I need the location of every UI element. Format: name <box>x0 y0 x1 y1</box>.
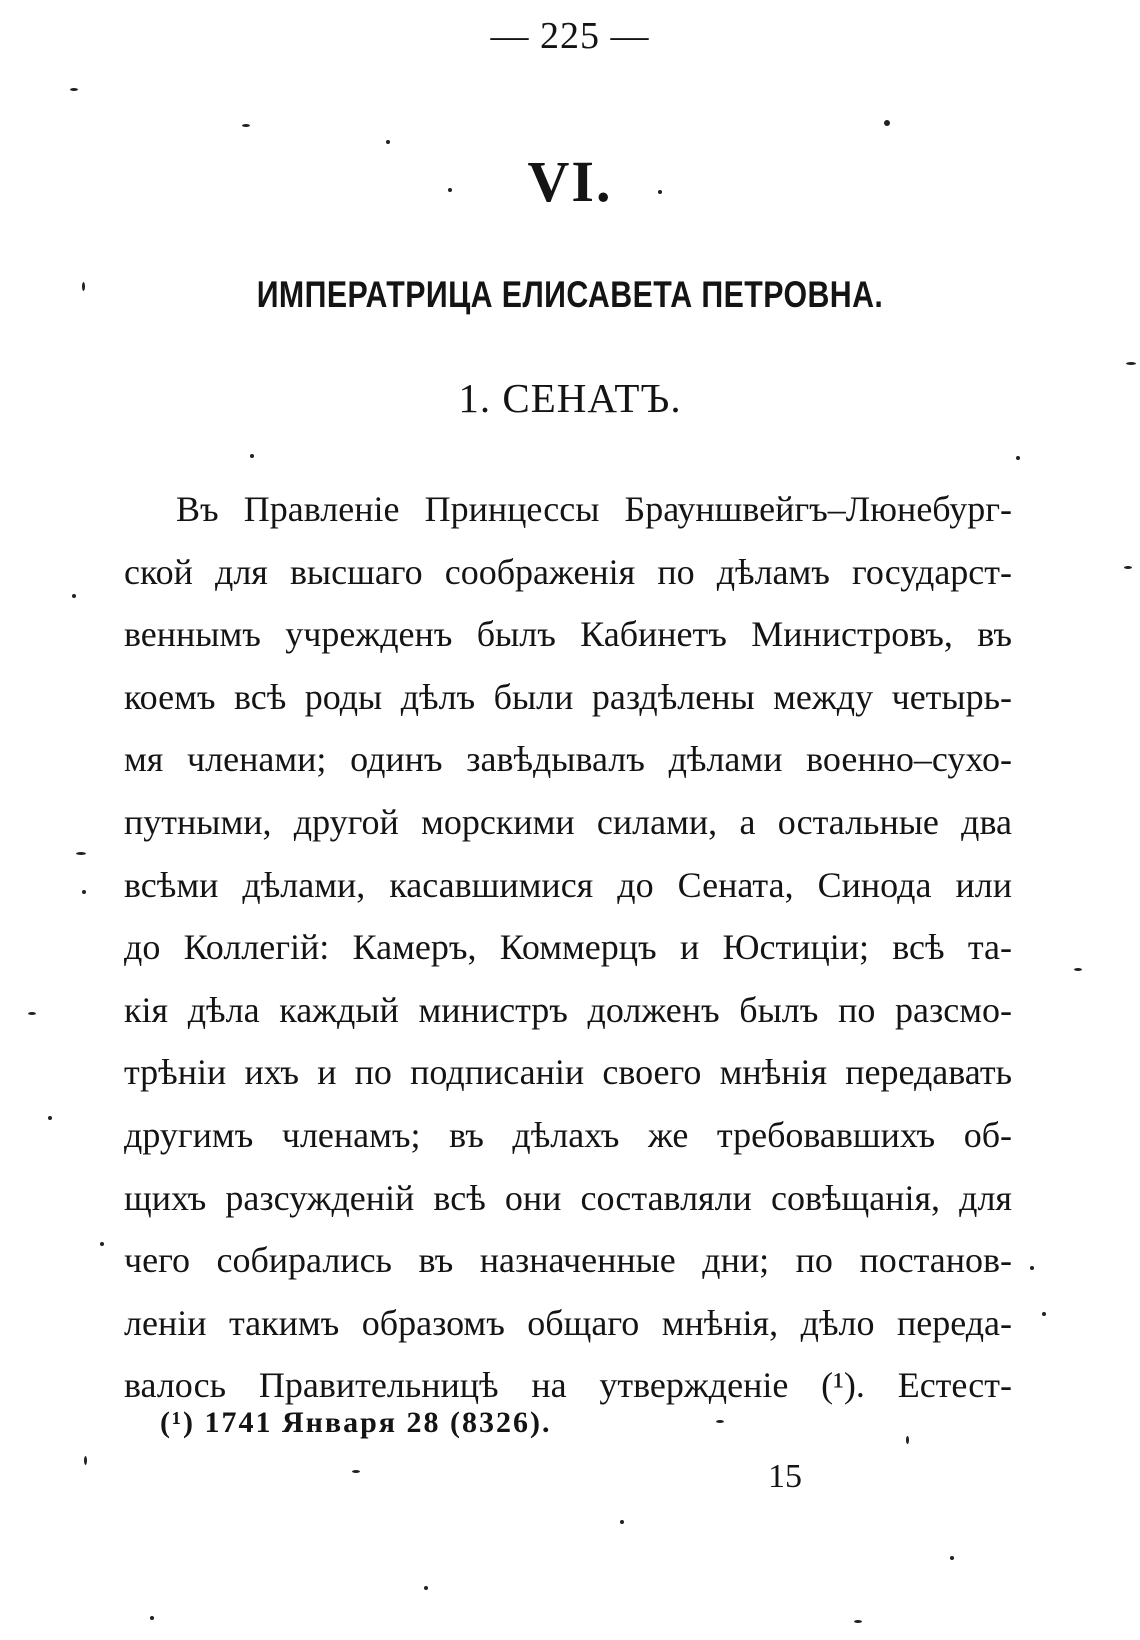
scan-speck <box>352 1470 360 1473</box>
body-line: щихъ разсужденій всѣ они составляли совѣщанія, для <box>124 1177 1012 1218</box>
body-line: леніи такимъ образомъ общаго мнѣнія, дѣло переда- <box>124 1302 1012 1343</box>
scan-speck <box>76 852 86 855</box>
scan-speck <box>1016 456 1020 460</box>
scan-speck <box>82 282 85 291</box>
scan-speck <box>386 140 390 144</box>
body-line: трѣніи ихъ и по подписаніи своего мнѣнія передавать <box>124 1052 1012 1093</box>
body-line: путными, другой морскими силами, а остальные два <box>124 801 1012 842</box>
scan-speck <box>150 1616 154 1620</box>
page-number: — 225 — <box>490 15 650 57</box>
body-line: другимъ членамъ; въ дѣлахъ же требовавшихъ об- <box>124 1114 1012 1155</box>
section-title: 1. СЕНАТЪ. <box>458 375 682 421</box>
scan-speck <box>70 88 78 91</box>
body-line: валось Правительницѣ на утвержденіе (¹). Естест- <box>124 1365 1012 1406</box>
scan-speck <box>242 124 250 127</box>
body-line: кія дѣла каждый министръ долженъ былъ по разсмо- <box>124 989 1012 1030</box>
footnote: (¹) 1741 Января 28 (8326). <box>160 1406 552 1439</box>
body-line: чего собирались въ назначенные дни; по постанов- <box>124 1240 1012 1281</box>
body-line: Въ Правленіе Принцессы Брауншвейгъ–Люнебург- <box>176 489 1012 529</box>
scan-speck <box>250 454 254 458</box>
scan-speck <box>658 190 662 194</box>
scan-speck <box>28 1012 36 1015</box>
scan-speck <box>1030 1266 1034 1270</box>
scan-speck <box>1074 968 1082 971</box>
scan-speck <box>100 1242 104 1246</box>
body-line: мя членами; одинъ завѣдывалъ дѣлами военно–сухо- <box>124 739 1012 780</box>
scan-speck <box>424 1586 428 1590</box>
scan-speck <box>84 1456 87 1465</box>
body-line: коемъ всѣ роды дѣлъ были раздѣлены между четырь- <box>124 676 1012 717</box>
body-line: до Коллегій: Камеръ, Коммерцъ и Юстиціи; всѣ та- <box>124 927 1012 968</box>
scan-speck <box>448 188 452 192</box>
scan-speck <box>72 594 76 598</box>
scan-speck <box>1126 362 1136 365</box>
body-line: веннымъ учрежденъ былъ Кабинетъ Министровъ, въ <box>124 614 1012 655</box>
scan-speck <box>884 120 890 126</box>
chapter-numeral: VI. <box>527 149 613 214</box>
body-text <box>124 478 1012 1417</box>
scan-speck <box>716 1420 724 1423</box>
scan-speck <box>906 1436 909 1444</box>
scan-speck <box>82 890 86 894</box>
scan-speck <box>620 1520 624 1524</box>
chapter-title: ИМПЕРАТРИЦА ЕЛИСАВЕТА ПЕТРОВНА. <box>256 274 884 315</box>
scan-speck <box>950 1556 954 1560</box>
scan-speck <box>854 1620 862 1623</box>
body-line: ской для высшаго соображенія по дѣламъ государст- <box>124 551 1012 592</box>
body-line: всѣми дѣлами, касавшимися до Сената, Синода или <box>124 864 1012 905</box>
scan-speck <box>48 1116 52 1120</box>
scan-speck <box>1124 566 1132 569</box>
signature-mark: 15 <box>768 1458 802 1495</box>
scan-speck <box>1042 1312 1046 1316</box>
